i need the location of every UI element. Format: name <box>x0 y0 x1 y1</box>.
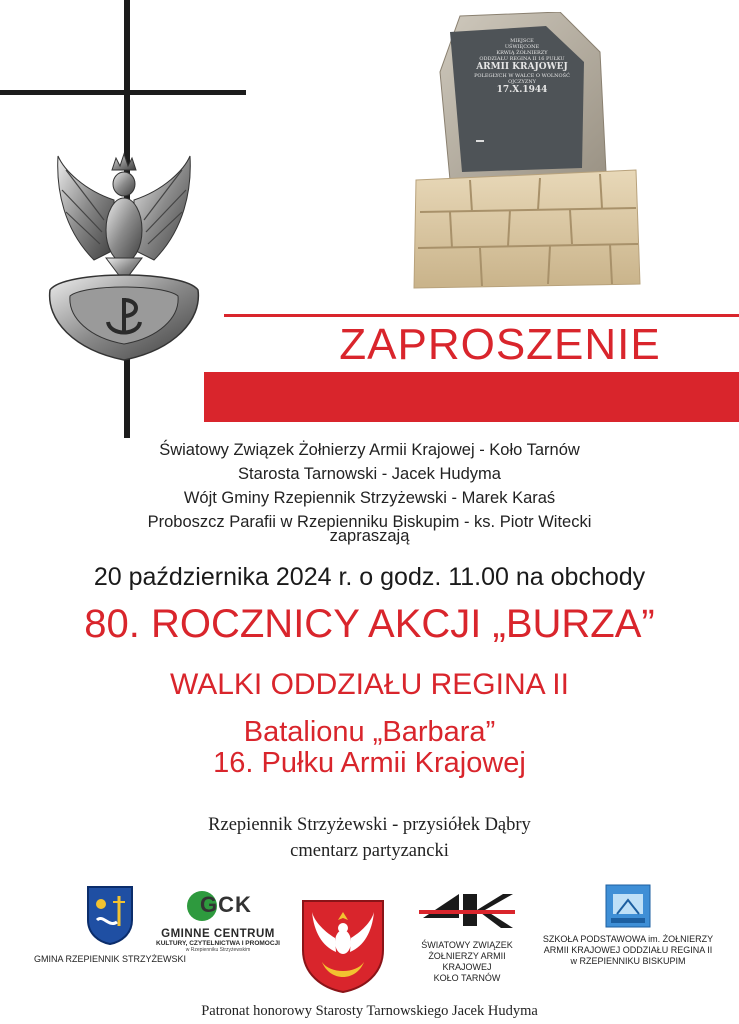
regiment-name: 16. Pułku Armii Krajowej <box>213 747 526 779</box>
invite-verb: zapraszają <box>329 527 410 545</box>
monument-photo <box>410 12 642 294</box>
inscription-line: UŚWIĘCONE <box>504 44 540 50</box>
powiat-coat-of-arms-icon <box>300 898 386 994</box>
gck-sub: KULTURY, CZYTELNICTWA I PROMOCJI <box>156 940 280 947</box>
ak-caption-line: KOŁO TARNÓW <box>433 973 501 983</box>
school-caption-line: ARMII KRAJOWEJ ODDZIAŁU REGINA II <box>543 945 713 955</box>
inscription-line: OJCZYZNY <box>508 79 536 85</box>
ak-anchor-icon <box>419 888 515 932</box>
gck-place: w Rzepienniku Strzyżewskim <box>185 947 251 953</box>
cross-horizontal-bar <box>0 90 246 95</box>
organizer-line: Proboszcz Parafii w Rzepienniku Biskupim - ks. Piotr Witecki <box>147 513 592 531</box>
place-line: Rzepiennik Strzyżewski - przysiółek Dąbry <box>208 815 531 835</box>
ak-caption-line: ŚWIATOWY ZWIĄZEK <box>421 940 513 950</box>
logo-school <box>538 884 718 967</box>
gck-mark: GCK <box>200 892 252 917</box>
logo-ak <box>408 888 526 984</box>
ak-caption-line: ŻOŁNIERZY ARMII KRAJOWEJ <box>428 951 506 972</box>
red-banner-bar <box>204 372 739 422</box>
anniversary-heading: 80. ROCZNICY AKCJI „BURZA” <box>84 602 655 646</box>
place-line: cmentarz partyzancki <box>290 841 449 861</box>
event-place <box>0 812 739 864</box>
red-divider-line <box>224 314 739 317</box>
organizer-line: Światowy Związek Żołnierzy Armii Krajowej - Koło Tarnów <box>159 441 580 459</box>
patronage-line: Patronat honorowy Starosty Tarnowskiego Jacek Hudyma <box>201 1003 538 1019</box>
inscription-line: KRWIĄ ŻOŁNIERZY <box>496 50 548 56</box>
organizers-list <box>0 438 739 544</box>
school-caption-line: w RZEPIENNIKU BISKUPIM <box>570 956 686 966</box>
battalion-name: Batalionu „Barbara” <box>243 716 496 748</box>
eagle-badge-image <box>44 150 204 370</box>
school-emblem-icon <box>605 884 651 928</box>
inscription-line: MIEJSCE <box>510 38 534 44</box>
plaque-cross-icon <box>476 140 484 142</box>
inscription-line: 17.X.1944 <box>496 85 548 95</box>
gck-name: GMINNE CENTRUM <box>161 928 275 940</box>
inscription-line: ARMII KRAJOWEJ <box>476 62 568 72</box>
monument-inscription <box>466 38 578 96</box>
organizer-line: Wójt Gminy Rzepiennik Strzyżewski - Marek Karaś <box>183 489 556 507</box>
logo-gck <box>150 888 286 953</box>
inscription-line: ODDZIAŁU REGINA II 16 PUŁKU <box>479 56 565 62</box>
page-title: ZAPROSZENIE <box>339 320 661 369</box>
unit-names <box>0 717 739 779</box>
inscription-line: POLEGŁYCH W WALCE O WOLNOŚĆ <box>474 73 570 79</box>
regina-heading: WALKI ODDZIAŁU REGINA II <box>170 668 569 701</box>
event-date: 20 października 2024 r. o godz. 11.00 na obchody <box>93 563 646 591</box>
school-caption-line: SZKOŁA PODSTAWOWA im. ŻOŁNIERZY <box>542 934 714 944</box>
gmina-coat-of-arms-icon <box>85 884 135 946</box>
gmina-caption: GMINA RZEPIENNIK STRZYŻEWSKI <box>33 954 186 964</box>
organizer-line: Starosta Tarnowski - Jacek Hudyma <box>238 465 501 483</box>
